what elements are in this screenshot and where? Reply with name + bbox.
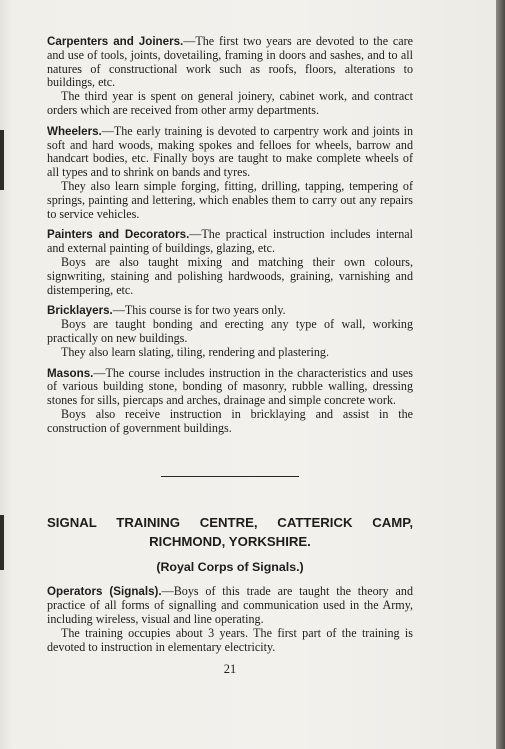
page-content: [47, 35, 413, 677]
section-heading: Wheelers.: [47, 124, 102, 138]
section-paragraph: Boys are also taught mixing and matching their own colours, signwriting, staining and polishing hardwoods, graining, varnishing and distempering, etc.: [47, 254, 413, 297]
section-heading: Painters and Decorators.: [47, 228, 190, 242]
section-intro: —The practical instruction includes internal and external painting of buildings, glazing, etc.: [47, 227, 413, 256]
heading-line-1: SIGNAL TRAINING CENTRE, CATTERICK CAMP,: [47, 514, 413, 530]
section-carpenters: [47, 35, 413, 118]
section-operators: [47, 585, 413, 654]
section-paragraph: Boys also receive instruction in bricklaying and assist in the construction of government buildings.: [47, 406, 413, 435]
section-paragraph: Boys are taught bonding and erecting any type of wall, working practically on new buildings.: [47, 317, 413, 345]
page-number: 21: [223, 662, 237, 677]
section-wheelers: [47, 125, 413, 222]
heading-line-2: RICHMOND, YORKSHIRE.: [149, 533, 311, 549]
section-intro: —The course includes instruction in the characteristics and uses of various building stone, bonding of masonry, rubble walling, dressing stones for sills, piercaps and arches, drainage and simple concrete work.: [47, 365, 413, 408]
section-masons: [47, 367, 413, 436]
section-heading: Operators (Signals).: [47, 585, 162, 599]
section-intro: —Boys of this trade are taught the theory and practice of all forms of signalling and communication used in the Army, including wireless, visual and line operating.: [47, 584, 413, 626]
subheading: (Royal Corps of Signals.): [156, 559, 304, 574]
section-painters: [47, 228, 413, 297]
section-heading: Masons.: [47, 366, 94, 380]
centre-heading: [47, 513, 413, 551]
section-heading: Carpenters and Joiners.: [47, 35, 184, 48]
section-paragraph: The third year is spent on general joinery, cabinet work, and contract orders which are received from other army departments.: [47, 89, 413, 117]
section-paragraph: They also learn slating, tiling, rendering and plastering.: [61, 344, 330, 359]
section-paragraph: The training occupies about 3 years. The first part of the training is devoted to instruction in elementary electricity.: [47, 625, 413, 654]
page-edge: [496, 0, 505, 749]
binding-mark: [0, 130, 4, 190]
section-intro: —The first two years are devoted to the care and use of tools, joints, dovetailing, framing in doors and sashes, and to all natures of constructional work such as roofs, floors, alterations to buildings, etc.: [47, 34, 413, 90]
binding-mark: [0, 515, 4, 570]
section-intro: —This course is for two years only.: [112, 303, 286, 318]
section-intro: —The early training is devoted to carpentry work and joints in soft and hard woods, making spokes and felloes for wheels, barrow and handcart bodies, etc. Finally boys are taught to make complete wheels of all types and to shrink on bands and tyres.: [47, 123, 413, 180]
section-heading: Bricklayers.: [47, 304, 113, 318]
section-bricklayers: [47, 304, 413, 359]
divider-rule: [161, 476, 299, 477]
section-paragraph: They also learn simple forging, fitting, drilling, tapping, tempering of springs, painting and lettering, which enables them to carry out any repairs to service vehicles.: [47, 178, 413, 221]
